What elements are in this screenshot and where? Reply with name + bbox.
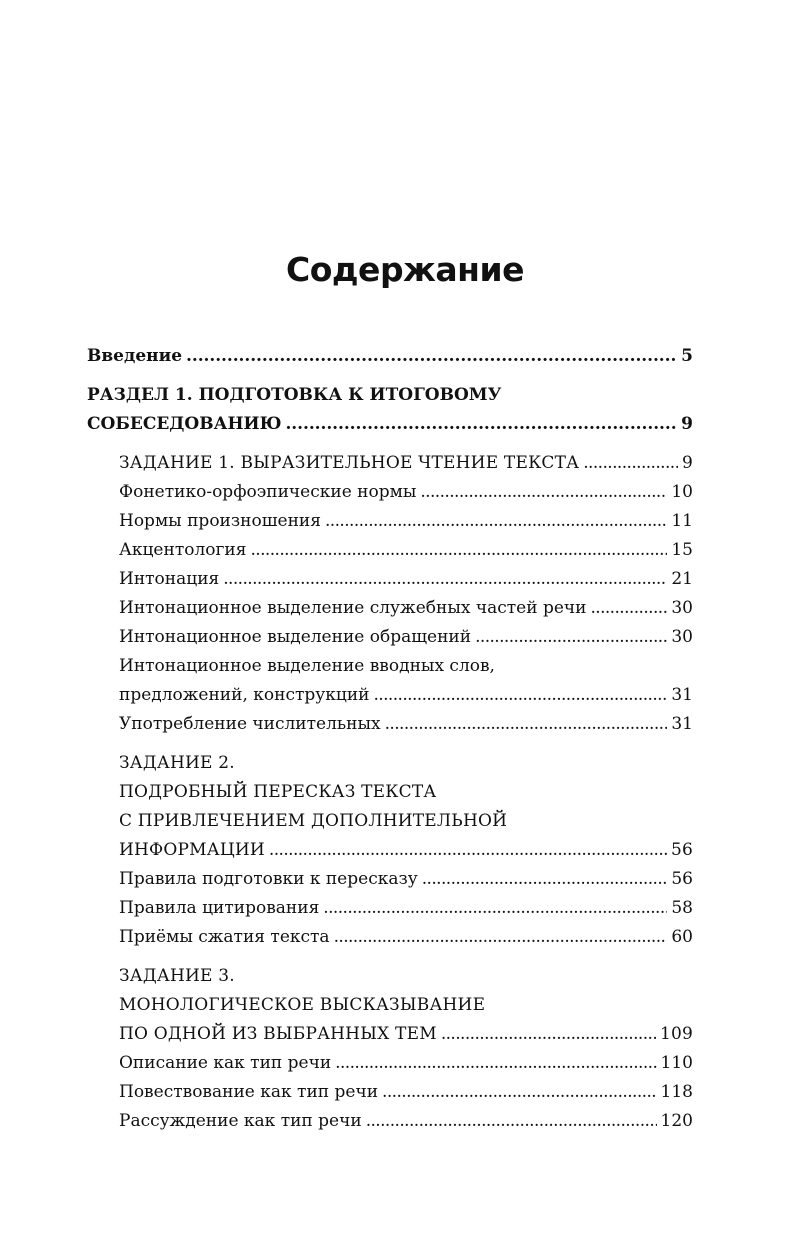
toc-entry[interactable] [87, 478, 693, 507]
toc-entry[interactable] [87, 710, 693, 739]
toc-page-number: 15 [671, 540, 693, 560]
toc-entry-title: Правила цитирования [119, 898, 320, 918]
toc-page-number: 9 [681, 453, 693, 473]
toc-entry-title: Акцентология [119, 540, 247, 560]
toc-entry-line [119, 681, 693, 710]
dot-leader [441, 1020, 656, 1049]
dot-leader [285, 410, 677, 439]
toc-entry-title: ПО ОДНОЙ ИЗ ВЫБРАННЫХ ТЕМ [119, 1024, 437, 1044]
toc-entry-title: Фонетико-орфоэпические нормы [119, 482, 417, 502]
toc-entry[interactable] [87, 565, 693, 594]
toc-entry-line [119, 623, 693, 652]
toc-entry-title: ИНФОРМАЦИИ [119, 840, 265, 860]
toc-entry[interactable] [87, 923, 693, 952]
toc-entry-title: Интонационное выделение служебных частей речи [119, 598, 587, 618]
toc-entry[interactable] [87, 342, 693, 371]
toc-entry-line [119, 1020, 693, 1049]
toc-page-number: 60 [671, 927, 693, 947]
dot-leader [590, 594, 667, 623]
dot-leader [420, 478, 667, 507]
dot-leader [335, 1049, 656, 1078]
toc-entry-title: МОНОЛОГИЧЕСКОЕ ВЫСКАЗЫВАНИЕ [119, 995, 486, 1015]
toc-entry[interactable] [87, 865, 693, 894]
toc-page-number: 10 [671, 482, 693, 502]
toc-entry-title: Употребление числительных [119, 714, 381, 734]
toc-entry[interactable] [87, 749, 693, 865]
toc-entry-line [119, 923, 693, 952]
dot-leader [323, 894, 667, 923]
toc-entry-title: С ПРИВЛЕЧЕНИЕМ ДОПОЛНИТЕЛЬНОЙ [119, 811, 508, 831]
dot-leader [269, 836, 667, 865]
toc-entry[interactable] [87, 1078, 693, 1107]
toc-entry-title: РАЗДЕЛ 1. ПОДГОТОВКА К ИТОГОВОМУ [87, 385, 502, 405]
toc-entry-line [119, 594, 693, 623]
toc-entry-line [119, 962, 693, 991]
dot-leader [475, 623, 667, 652]
toc-entry-line [87, 342, 693, 371]
toc-entry-line [119, 807, 693, 836]
toc-entry-line [119, 749, 693, 778]
dot-leader [366, 1107, 657, 1136]
toc-entry-line [87, 410, 693, 439]
toc-entry[interactable] [87, 536, 693, 565]
dot-leader [583, 449, 678, 478]
toc-entry-line [119, 710, 693, 739]
toc-entry-line [119, 836, 693, 865]
toc-entry-title: Интонационное выделение вводных слов, [119, 656, 495, 676]
toc-entry-line [119, 478, 693, 507]
dot-leader [385, 710, 668, 739]
toc-page-number: 30 [671, 627, 693, 647]
toc-entry-line [119, 1078, 693, 1107]
table-of-contents [87, 342, 693, 1136]
toc-entry-line [119, 507, 693, 536]
toc-entry-title: Интонационное выделение обращений [119, 627, 472, 647]
toc-entry-line [119, 1107, 693, 1136]
toc-page-number: 11 [671, 511, 693, 531]
toc-entry-title: предложений, конструкций [119, 685, 370, 705]
toc-entry-line [87, 381, 693, 410]
toc-page-number: 30 [671, 598, 693, 618]
toc-entry[interactable] [87, 1049, 693, 1078]
toc-entry-title: Приёмы сжатия текста [119, 927, 330, 947]
toc-entry-line [119, 449, 693, 478]
toc-entry-title: ЗАДАНИЕ 1. ВЫРАЗИТЕЛЬНОЕ ЧТЕНИЕ ТЕКСТА [119, 453, 580, 473]
dot-leader [186, 342, 677, 371]
toc-page-number: 56 [670, 840, 693, 860]
toc-entry[interactable] [87, 962, 693, 1049]
toc-page-number: 21 [671, 569, 693, 589]
dot-leader [422, 865, 668, 894]
toc-entry[interactable] [87, 507, 693, 536]
toc-page-number: 110 [660, 1053, 693, 1073]
toc-entry-title: СОБЕСЕДОВАНИЮ [87, 414, 282, 434]
toc-page-number: 109 [659, 1024, 693, 1044]
toc-entry-line [119, 778, 693, 807]
toc-page-number: 31 [671, 714, 693, 734]
toc-entry-line [119, 894, 693, 923]
dot-leader [325, 507, 667, 536]
dot-leader [223, 565, 667, 594]
toc-entry-title: ЗАДАНИЕ 2. [119, 753, 235, 773]
toc-entry[interactable] [87, 894, 693, 923]
toc-entry[interactable] [87, 449, 693, 478]
toc-entry[interactable] [87, 1107, 693, 1136]
dot-leader [250, 536, 667, 565]
toc-entry-title: ПОДРОБНЫЙ ПЕРЕСКАЗ ТЕКСТА [119, 782, 437, 802]
toc-entry-title: Рассуждение как тип речи [119, 1111, 362, 1131]
dot-leader [334, 923, 668, 952]
toc-page-number: 120 [660, 1111, 693, 1131]
toc-page-number: 31 [671, 685, 693, 705]
toc-entry-line [119, 536, 693, 565]
toc-page-number: 58 [671, 898, 693, 918]
page-title: Содержание [286, 250, 524, 289]
toc-entry-title: Нормы произношения [119, 511, 321, 531]
toc-page-number: 118 [660, 1082, 693, 1102]
toc-entry-line [119, 565, 693, 594]
toc-entry[interactable] [87, 623, 693, 652]
toc-page-number: 5 [681, 346, 693, 366]
toc-entry[interactable] [87, 652, 693, 710]
toc-entry[interactable] [87, 594, 693, 623]
dot-leader [382, 1078, 657, 1107]
toc-entry[interactable] [87, 381, 693, 439]
toc-entry-title: Правила подготовки к пересказу [119, 869, 418, 889]
toc-entry-title: ЗАДАНИЕ 3. [119, 966, 235, 986]
toc-entry-title: Описание как тип речи [119, 1053, 332, 1073]
toc-entry-line [119, 865, 693, 894]
toc-entry-title: Введение [87, 346, 183, 366]
toc-entry-line [119, 991, 693, 1020]
toc-entry-line [119, 652, 693, 681]
toc-entry-title: Интонация [119, 569, 220, 589]
toc-page-number: 9 [681, 414, 693, 434]
toc-page-number: 56 [671, 869, 693, 889]
dot-leader [374, 681, 668, 710]
toc-entry-line [119, 1049, 693, 1078]
toc-entry-title: Повествование как тип речи [119, 1082, 379, 1102]
